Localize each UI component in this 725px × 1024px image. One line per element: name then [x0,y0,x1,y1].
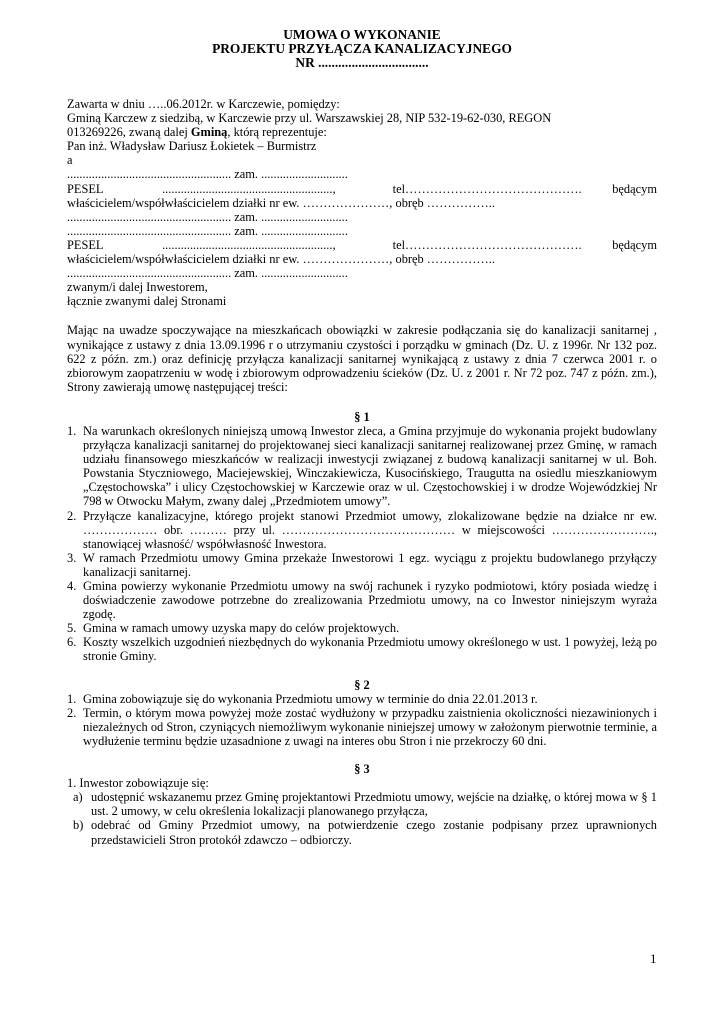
title-line-1: UMOWA O WYKONANIE [283,27,441,42]
investor-label-line: zwanym/i dalej Inwestorem, [67,280,208,295]
section-2-list [67,692,657,748]
gmina-regon-line: 013269226, zwaną dalej Gminą, którą reprezentuje: [67,125,327,140]
investor-2-extra-line: ..................................................... zam. ............................ [67,266,348,281]
contract-date-line: Zawarta w dniu …..06.2012r. w Karczewie, pomiędzy: [67,97,340,111]
investor-2-pesel-line: PESEL ......................................................., tel……………………………………. będącym [67,237,657,252]
title-line-2: PROJEKTU PRZYŁĄCZA KANALIZACYJNEGO [212,41,512,56]
representative-line: Pan inż. Władysław Dariusz Łokietek – Burmistrz [67,139,317,154]
list-item: 2. Przyłącze kanalizacyjne, którego projekt stanowi Przedmiot umowy, zlokalizowane będzie na działce nr ew. ……………… obr. ……… przy ul. …………………………………… w miejscowości ……………………., stanowiącej własność/ współwłasność Inwestora. [67,508,657,551]
section-3-heading: § 3 [354,762,370,777]
list-item: 5. Gmina w ramach umowy uzyska mapy do celów projektowych. [67,621,400,636]
preamble-paragraph: Mając na uwadze spoczywające na mieszkańcach obowiązki w zakresie podłączania się do kanalizacji sanitarnej , wynikające z ustawy z dnia 13.09.1996 r o utrzymaniu czystości i porządku w gminach (Dz. U. z 1996r. Nr 132 poz. 622 z późn. zm.) oraz definicję przyłącza kanalizacji sanitarnej wynikającą z ustawy z dnia 7 czerwca 2001 r. o zbiorowym zaopatrzeniu w wodę i zbiorowym odprowadzeniu ścieków (Dz. U. z 2001 r. Nr 72 poz. 747 z późn. zm.), Strony zawierają umowę następującej treści: [67,323,657,394]
title-line-3: NR ................................. [295,55,429,70]
list-item: a) udostępnić wskazanemu przez Gminę projektantowi Przedmiotu umowy, wejście na działkę, o której mowa w § 1 ust. 2 umowy, w celu określenia lokalizacji planowanego przyłącza, [73,790,657,819]
investor-1-address-line: ..................................................... zam. ............................ [67,167,348,182]
list-item: 3. W ramach Przedmiotu umowy Gmina przekaże Inwestorowi 1 egz. wyciągu z projektu budowlanego przyłączy kanalizacji sanitarnej. [67,550,657,579]
section-3-intro: 1. Inwestor zobowiązuje się: [67,776,209,791]
list-item: 1. Gmina zobowiązuje się do wykonania Przedmiotu umowy w terminie do dnia 22.01.2013 r. [67,691,538,706]
list-item: 1. Na warunkach określonych niniejszą umową Inwestor zleca, a Gmina przyjmuje do wykonania projekt budowlany przyłącza kanalizacji sanitarnej do projektowanej sieci kanalizacji sanitarnej realizowanej przez Gminę, w ramach udziału finansowego mieszkańców w realizacji inwestycji związanej z budową kanalizacji sanitarnej w ul. Boh. Powstania Styczniowego, Maciejewskiej, Winczakiewicza, Kusocińskiego, Traugutta na osiedlu mieszkaniowym „Częstochowska” i ulicy Częstochowskiej w Karczewie oraz w ul. Częstochowskiej i w drodze Wojewódzkiej Nr 798 w Otwocku Małym, zwany dalej „Przedmiotem umowy”. [67,423,657,509]
section-1-heading: § 1 [354,409,370,424]
investor-1-owner-line: właścicielem/współwłaścicielem działki nr ew. …………………, obręb …………….. [67,195,495,210]
parties-label-line: łącznie zwanymi dalej Stronami [67,294,227,309]
list-item: b) odebrać od Gminy Przedmiot umowy, na potwierdzenie czego zostanie podpisany przez uprawnionych przedstawicieli Stron protokół zdawczo – odbiorczy. [73,818,657,847]
gmina-bold: Gminą [190,125,228,140]
parties-block [67,97,657,308]
document-title [67,28,657,70]
list-item: 6. Koszty wszelkich uzgodnień niezbędnych do wykonania Przedmiotu umowy określonego w ust. 1 powyżej, leżą po stronie Gminy. [67,635,657,664]
and-line: a [67,153,73,168]
section-1-list [67,424,657,664]
document-page [67,28,657,847]
list-item: 2. Termin, o którym mowa powyżej może zostać wydłużony w przypadku zaistnienia okoliczności niezawinionych i niezależnych od Stron, czyniących niemożliwym wykonanie niniejszej umowy w założonym pierwotnie terminie, a wydłużenie terminu będzie uzasadnione z uwagi na interes obu Stron i nie przekroczy 60 dni. [67,705,657,748]
gmina-address-line: Gminą Karczew z siedzibą, w Karczewie przy ul. Warszawskiej 28, NIP 532-19-62-030, REGON [67,111,552,126]
investor-2-owner-line: właścicielem/współwłaścicielem działki nr ew. …………………, obręb …………….. [67,252,495,267]
investor-1-pesel-line: PESEL ......................................................., tel……………………………………. będącym [67,181,657,196]
section-2-heading: § 2 [354,677,370,692]
investor-1-extra-line: ..................................................... zam. ............................ [67,209,348,224]
section-3-list [67,790,657,846]
investor-2-address-line: ..................................................... zam. ............................ [67,223,348,238]
list-item: 4. Gmina powierzy wykonanie Przedmiotu umowy na swój rachunek i ryzyko podmiotowi, który posiada wiedzę i doświadczenie zawodowe potrzebne do zrealizowania Przedmiotu umowy, na co Inwestor niniejszym wyraża zgodę. [67,579,657,622]
page-number: 1 [650,951,657,966]
